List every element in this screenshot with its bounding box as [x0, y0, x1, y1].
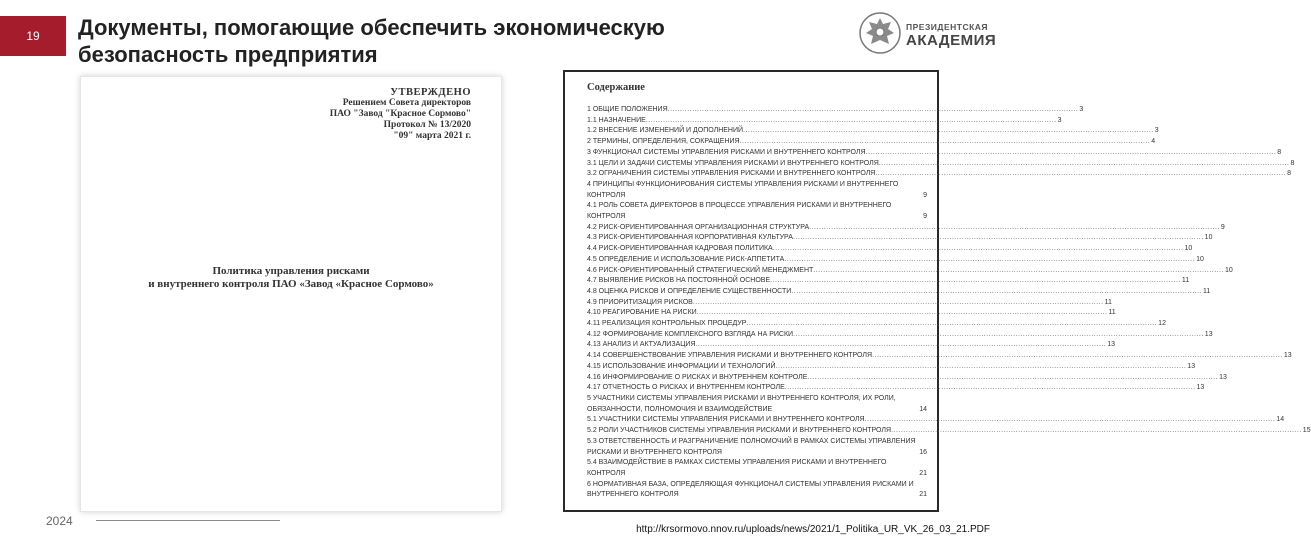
toc-item-page: 12 [1158, 320, 1166, 328]
toc-item-title: 4.15 ИСПОЛЬЗОВАНИЕ ИНФОРМАЦИИ И ТЕХНОЛОГИЙ [587, 362, 776, 370]
footer-divider [96, 520, 280, 521]
slide-title [78, 14, 798, 68]
toc-item [587, 159, 1295, 170]
toc-item-title: 1.2 ВНЕСЕНИЕ ИЗМЕНЕНИЙ И ДОПОЛНЕНИЙ [587, 127, 744, 135]
toc-item-title: 4.16 ИНФОРМИРОВАНИЕ О РИСКАХ И ВНУТРЕННЕМ КОНТРОЛЕ [587, 373, 808, 381]
toc-item [587, 137, 1156, 148]
toc-leader-dots [865, 415, 1276, 426]
approval-line: ПАО "Завод "Красное Сормово" [329, 109, 471, 119]
eagle-emblem-icon [858, 10, 902, 56]
toc-item-title: 6 НОРМАТИВНАЯ БАЗА, ОПРЕДЕЛЯЮЩАЯ ФУНКЦИОНАЛ СИСТЕМЫ УПРАВЛЕНИЯ РИСКАМИ И ВНУТРЕННЕГО КОНТРОЛЯ [587, 480, 914, 499]
toc-item-title: 4.5 ОПРЕДЕЛЕНИЕ И ИСПОЛЬЗОВАНИЕ РИСК-АППЕТИТА [587, 255, 785, 263]
approval-line: УТВЕРЖДЕНО [390, 87, 471, 98]
approval-line: Протокол № 13/2020 [383, 120, 471, 130]
toc-item [587, 116, 1062, 127]
toc-item-page: 9 [1220, 223, 1225, 231]
toc-item [587, 437, 927, 458]
toc-item-title: 1 ОБЩИЕ ПОЛОЖЕНИЯ [587, 106, 668, 113]
toc-item [587, 233, 1213, 244]
approval-line: "09" марта 2021 г. [393, 131, 471, 141]
toc-item [587, 244, 1193, 255]
toc-item [587, 276, 1190, 287]
toc-leader-dots [785, 383, 1196, 394]
toc-item-page: 9 [923, 191, 927, 199]
toc-item-page: 11 [1104, 298, 1112, 306]
toc-item-title: 4.14 СОВЕРШЕНСТВОВАНИЕ УПРАВЛЕНИЯ РИСКАМИ И ВНУТРЕННЕГО КОНТРОЛЯ [587, 352, 873, 360]
toc-leader-dots [746, 319, 1157, 330]
toc-item [587, 426, 1311, 437]
toc-leader-dots [770, 276, 1181, 287]
toc-heading: Содержание [587, 82, 645, 93]
toc-leader-dots [791, 287, 1202, 298]
policy-title-line: Политика управления рисками [212, 265, 370, 277]
policy-title [141, 265, 441, 291]
toc-item-page: 13 [1196, 384, 1205, 392]
toc-leader-dots [696, 340, 1107, 351]
toc-item-page: 3 [1154, 127, 1159, 135]
academy-logo [858, 10, 998, 58]
slide-title-line-1: Документы, помогающие обеспечить экономическую [78, 15, 665, 40]
toc-item [587, 308, 1116, 319]
toc-item [587, 180, 927, 201]
toc-item [587, 255, 1204, 266]
toc-list [587, 105, 1311, 501]
toc-item-title: 5.4 ВЗАИМОДЕЙСТВИЕ В РАМКАХ СИСТЕМЫ УПРАВЛЕНИЯ РИСКАМИ И ВНУТРЕННЕГО КОНТРОЛЯ [587, 459, 887, 477]
toc-item-title: 4.9 ПРИОРИТИЗАЦИЯ РИСКОВ [587, 298, 693, 306]
toc-leader-dots [891, 426, 1302, 437]
toc-item [587, 201, 927, 222]
toc-item-page: 14 [1276, 416, 1285, 424]
footer-year: 2024 [46, 514, 73, 528]
toc-item-page: 11 [1203, 287, 1211, 295]
toc-item-page: 13 [1187, 362, 1196, 370]
toc-item-page: 21 [919, 491, 927, 499]
logo-line-1: ПРЕЗИДЕНТСКАЯ [906, 22, 989, 32]
toc-item [587, 362, 1196, 373]
approval-stamp [271, 87, 471, 142]
toc-item-page: 13 [1204, 330, 1213, 338]
toc-item-page: 13 [1219, 373, 1227, 381]
toc-item [587, 105, 1084, 116]
toc-item [587, 126, 1159, 137]
toc-item-page: 16 [919, 448, 927, 456]
toc-item-title: 4.1 РОЛЬ СОВЕТА ДИРЕКТОРОВ В ПРОЦЕССЕ УПРАВЛЕНИЯ РИСКАМИ И ВНУТРЕННЕГО КОНТРОЛЯ [587, 202, 892, 221]
toc-leader-dots [807, 373, 1218, 384]
toc-item [587, 373, 1227, 384]
source-link[interactable]: http://krsormovo.nnov.ru/uploads/news/2021/1_Politika_UR_VK_26_03_21.PDF [636, 524, 990, 535]
toc-item-page: 3 [1079, 106, 1084, 113]
toc-leader-dots [743, 126, 1154, 137]
policy-title-line: и внутреннего контроля ПАО «Завод «Красное Сормово» [148, 278, 434, 290]
toc-item-page: 11 [1181, 277, 1190, 285]
toc-item-title: 4.6 РИСК-ОРИЕНТИРОВАННЫЙ СТРАТЕГИЧЕСКИЙ МЕНЕДЖМЕНТ [587, 266, 814, 274]
toc-item-title: 5.3 ОТВЕТСТВЕННОСТЬ И РАЗГРАНИЧЕНИЕ ПОЛНОМОЧИЙ В РАМКАХ СИСТЕМЫ УПРАВЛЕНИЯ РИСКАМИ И ВНУТРЕННЕГО КОНТРОЛЯ [587, 437, 916, 456]
toc-item-title: 3.2 ОГРАНИЧЕНИЯ СИСТЕМЫ УПРАВЛЕНИЯ РИСКАМИ И ВНУТРЕННЕГО КОНТРОЛЯ [587, 170, 876, 178]
toc-item [587, 287, 1211, 298]
toc-item-page: 8 [1277, 148, 1282, 156]
toc-item [587, 298, 1112, 309]
toc-item-title: 4.7 ВЫЯВЛЕНИЕ РИСКОВ НА ПОСТОЯННОЙ ОСНОВЕ [587, 277, 771, 285]
toc-item-title: 4 ПРИНЦИПЫ ФУНКЦИОНИРОВАНИЯ СИСТЕМЫ УПРАВЛЕНИЯ РИСКАМИ И ВНУТРЕННЕГО КОНТРОЛЯ [587, 180, 899, 199]
toc-leader-dots [879, 159, 1290, 170]
toc-leader-dots [693, 298, 1104, 309]
toc-item-page: 10 [1184, 245, 1193, 253]
toc-item [587, 223, 1225, 234]
toc-item-page: 8 [1287, 170, 1291, 178]
toc-item [587, 266, 1233, 277]
slide-number-badge: 19 [0, 16, 66, 56]
toc-item [587, 415, 1285, 426]
toc-item-page: 8 [1290, 159, 1295, 167]
toc-item-title: 1.1 НАЗНАЧЕНИЕ [587, 116, 646, 124]
toc-leader-dots [793, 330, 1204, 341]
toc-item-title: 4.11 РЕАЛИЗАЦИЯ КОНТРОЛЬНЫХ ПРОЦЕДУР [587, 320, 747, 328]
toc-leader-dots [809, 223, 1220, 234]
policy-cover-page [80, 76, 502, 512]
toc-item-page: 13 [1283, 352, 1292, 360]
toc-item-page: 14 [919, 405, 927, 413]
toc-item-title: 4.10 РЕАГИРОВАНИЕ НА РИСКИ [587, 309, 697, 317]
toc-item [587, 330, 1213, 341]
toc-item-title: 3 ФУНКЦИОНАЛ СИСТЕМЫ УПРАВЛЕНИЯ РИСКАМИ И ВНУТРЕННЕГО КОНТРОЛЯ [587, 148, 866, 156]
toc-item [587, 458, 927, 479]
slide-title-line-2: безопасность предприятия [78, 42, 378, 67]
toc-item-title: 4.8 ОЦЕНКА РИСКОВ И ОПРЕДЕЛЕНИЕ СУЩЕСТВЕННОСТИ [587, 287, 792, 295]
toc-item-page: 3 [1057, 116, 1062, 124]
toc-item-page: 11 [1108, 309, 1116, 317]
toc-item-title: 5.2 РОЛИ УЧАСТНИКОВ СИСТЕМЫ УПРАВЛЕНИЯ РИСКАМИ И ВНУТРЕННЕГО КОНТРОЛЯ [587, 427, 892, 435]
toc-item-page: 15 [1302, 427, 1311, 435]
toc-item-page: 21 [919, 469, 927, 477]
toc-item [587, 480, 927, 501]
toc-leader-dots [773, 244, 1184, 255]
table-of-contents-page [563, 70, 1311, 512]
toc-item-title: 4.3 РИСК-ОРИЕНТИРОВАННАЯ КОРПОРАТИВНАЯ КУЛЬТУРА [587, 234, 793, 242]
toc-item [587, 148, 1282, 159]
toc-item-page: 4 [1151, 138, 1156, 146]
toc-item-page: 10 [1204, 234, 1213, 242]
toc-item-title: 5 УЧАСТНИКИ СИСТЕМЫ УПРАВЛЕНИЯ РИСКАМИ И ВНУТРЕННЕГО КОНТРОЛЯ, ИХ РОЛИ, ОБЯЗАННОСТИ, ПОЛНОМОЧИЯ И ВЗАИМОДЕЙСТВИЕ [587, 394, 896, 413]
toc-leader-dots [776, 362, 1187, 373]
toc-leader-dots [872, 351, 1283, 362]
toc-item-title: 4.12 ФОРМИРОВАНИЕ КОМПЛЕКСНОГО ВЗГЛЯДА НА РИСКИ [587, 330, 794, 338]
toc-leader-dots [875, 169, 1286, 180]
toc-item-page: 10 [1196, 255, 1204, 263]
toc-item [587, 351, 1292, 362]
toc-leader-dots [813, 266, 1224, 277]
toc-item-title: 4.13 АНАЛИЗ И АКТУАЛИЗАЦИЯ [587, 341, 696, 349]
approval-line: Решением Совета директоров [342, 98, 471, 108]
toc-item [587, 319, 1166, 330]
toc-leader-dots [866, 148, 1277, 159]
toc-item [587, 340, 1116, 351]
toc-item-title: 4.17 ОТЧЕТНОСТЬ О РИСКАХ И ВНУТРЕННЕМ КОНТРОЛЕ [587, 384, 785, 392]
toc-item [587, 169, 1291, 180]
toc-item-page: 9 [923, 213, 927, 221]
toc-item-title: 4.4 РИСК-ОРИЕНТИРОВАННАЯ КАДРОВАЯ ПОЛИТИКА [587, 245, 773, 253]
toc-item-title: 2 ТЕРМИНЫ, ОПРЕДЕЛЕНИЯ, СОКРАЩЕНИЯ [587, 138, 740, 146]
toc-leader-dots [668, 105, 1079, 116]
toc-leader-dots [646, 116, 1057, 127]
toc-item-page: 10 [1225, 266, 1233, 274]
toc-item-page: 13 [1107, 341, 1116, 349]
toc-leader-dots [784, 255, 1195, 266]
toc-leader-dots [697, 308, 1108, 319]
toc-item-title: 3.1 ЦЕЛИ И ЗАДАЧИ СИСТЕМЫ УПРАВЛЕНИЯ РИСКАМИ И ВНУТРЕННЕГО КОНТРОЛЯ [587, 159, 879, 167]
toc-item-title: 4.2 РИСК-ОРИЕНТИРОВАННАЯ ОРГАНИЗАЦИОННАЯ СТРУКТУРА [587, 223, 810, 231]
toc-leader-dots [793, 233, 1204, 244]
toc-item [587, 383, 1205, 394]
toc-item [587, 394, 927, 415]
logo-line-2: АКАДЕМИЯ [906, 32, 997, 49]
toc-item-title: 5.1 УЧАСТНИКИ СИСТЕМЫ УПРАВЛЕНИЯ РИСКАМИ И ВНУТРЕННЕГО КОНТРОЛЯ [587, 416, 865, 424]
toc-leader-dots [740, 137, 1151, 148]
